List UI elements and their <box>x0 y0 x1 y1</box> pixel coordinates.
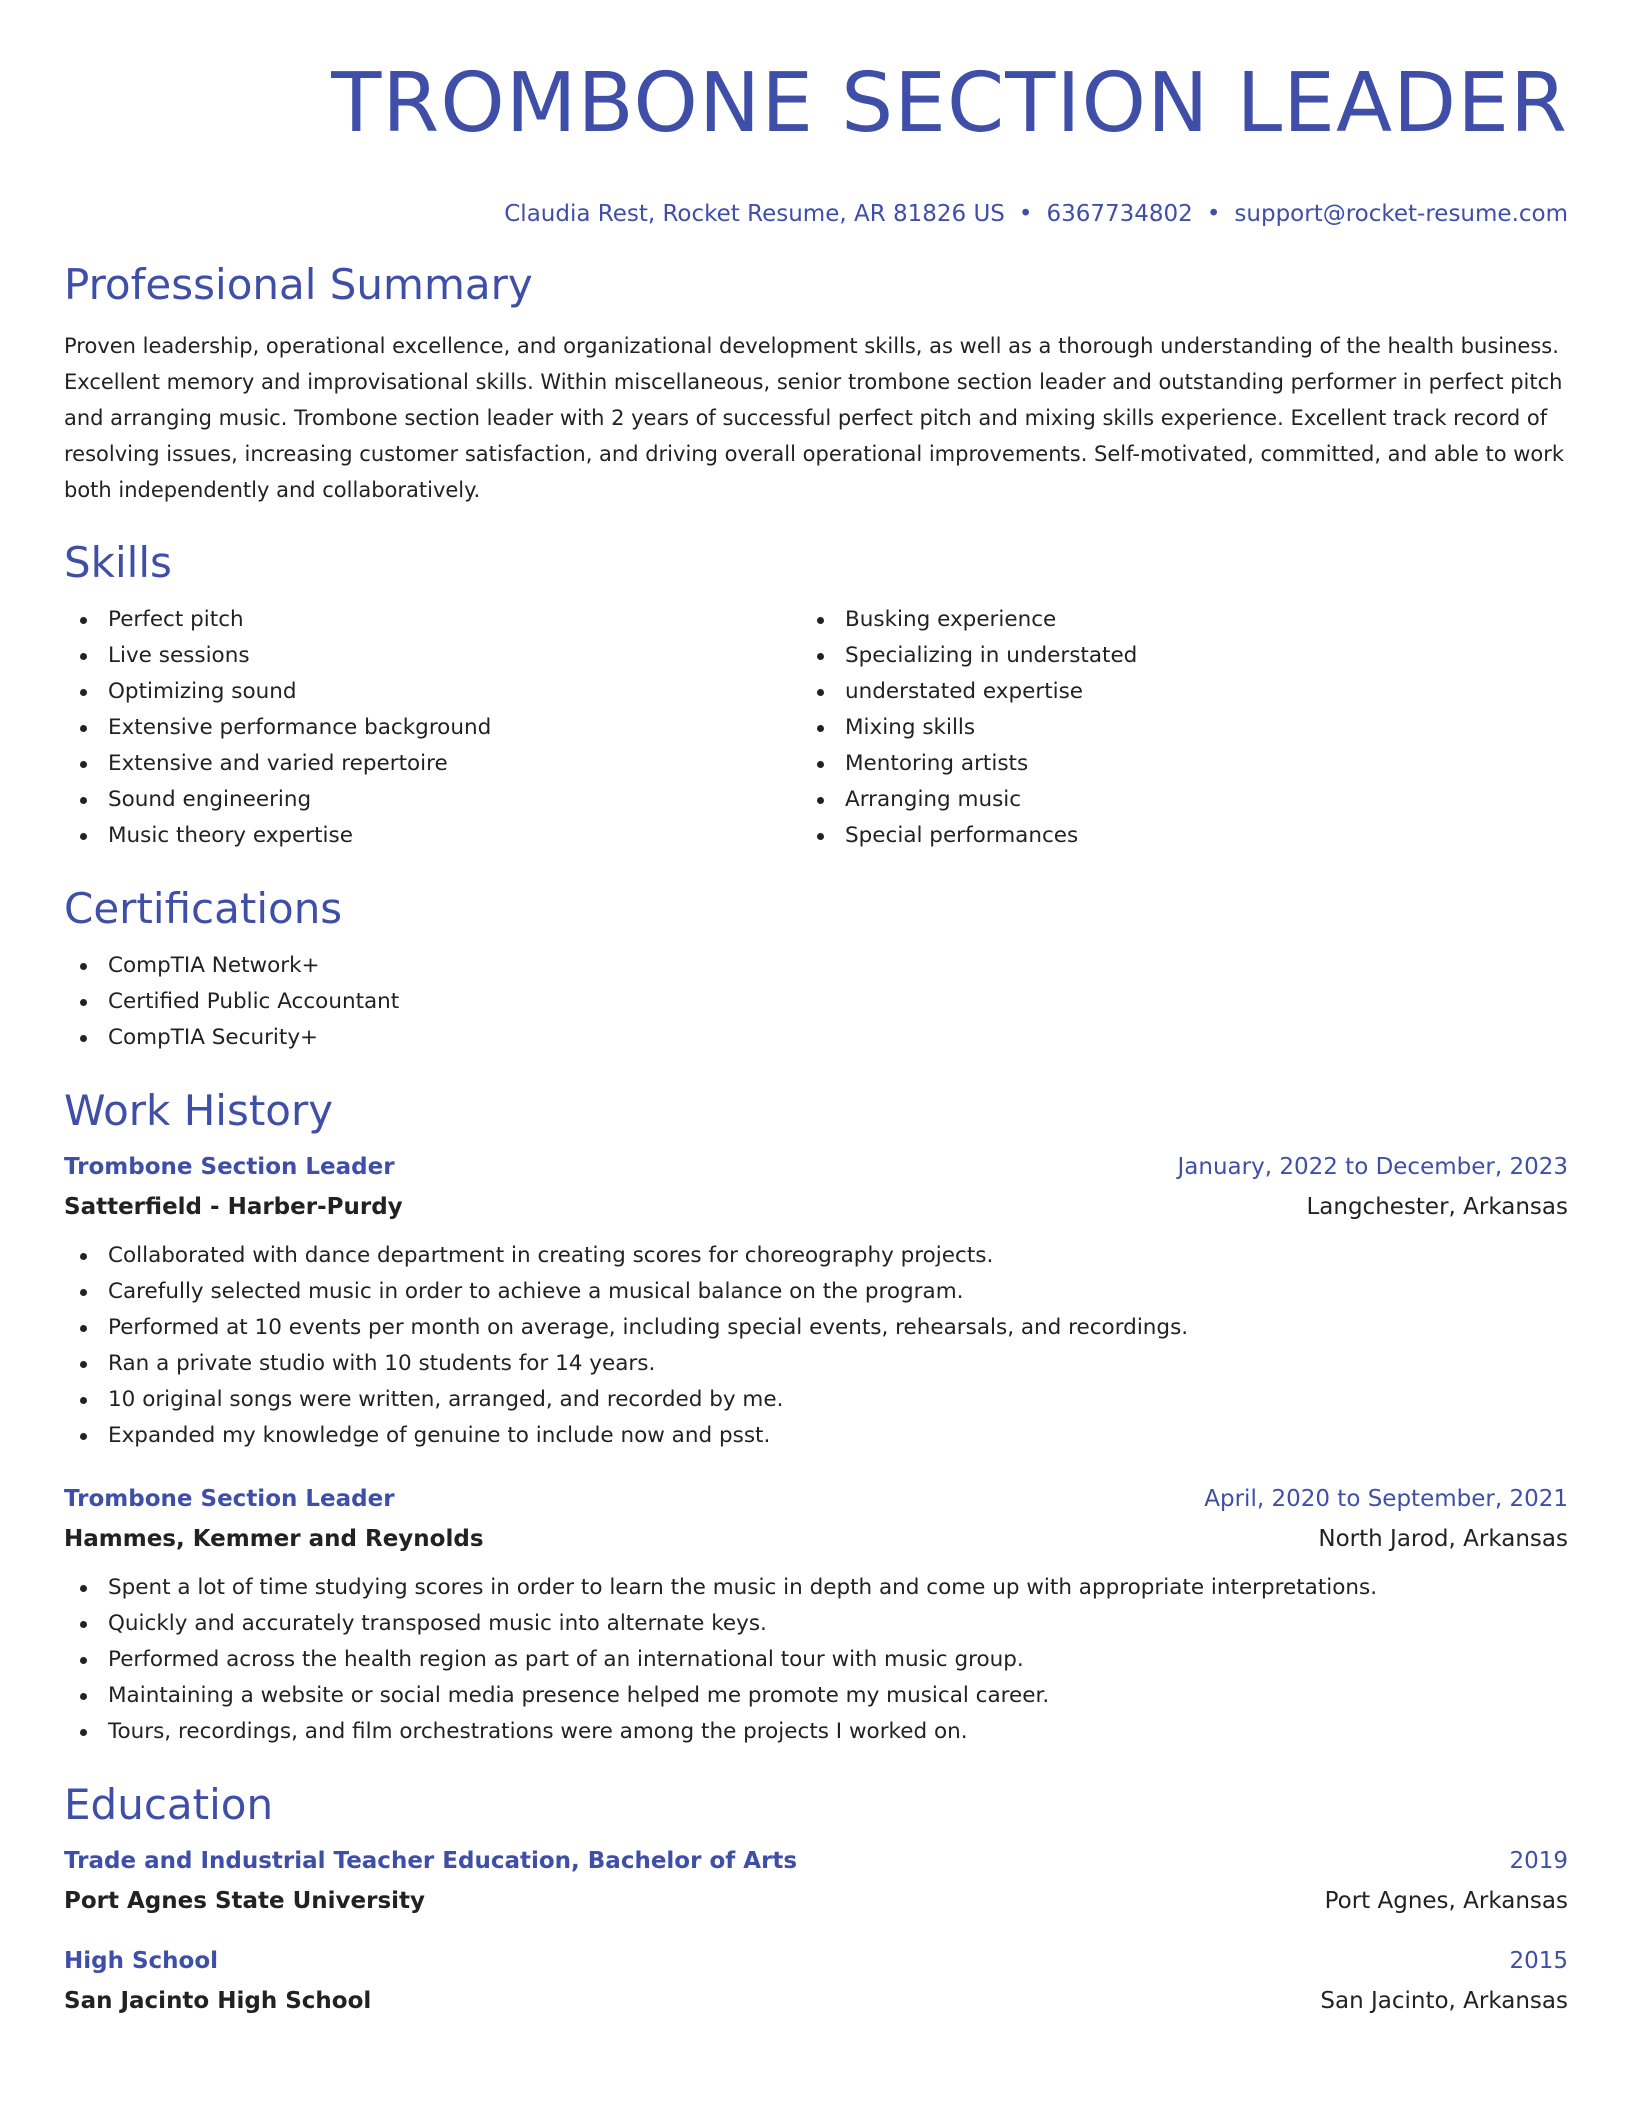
job-bullet: Expanded my knowledge of genuine to include now and psst. <box>64 1418 1568 1454</box>
job-bullet: Quickly and accurately transposed music into alternate keys. <box>64 1606 1568 1642</box>
skill-item: Perfect pitch <box>64 602 801 638</box>
skill-item: Specializing in understated <box>801 638 1538 674</box>
certification-item: CompTIA Security+ <box>64 1020 1568 1056</box>
skill-item: Live sessions <box>64 638 801 674</box>
job-bullets <box>64 1570 1568 1750</box>
education-school: Port Agnes State University <box>64 1888 426 1914</box>
job-header-row <box>64 1150 1568 1184</box>
skill-item: Busking experience <box>801 602 1538 638</box>
education-header-row <box>64 1944 1568 1978</box>
skill-item: Extensive and varied repertoire <box>64 746 801 782</box>
skills-section <box>64 538 1568 854</box>
job-company: Satterfield - Harber-Purdy <box>64 1194 403 1220</box>
job-company: Hammes, Kemmer and Reynolds <box>64 1526 484 1552</box>
education-year: 2019 <box>1509 1848 1568 1874</box>
job-entry <box>64 1482 1568 1750</box>
education-section <box>64 1780 1568 2018</box>
section-title-education: Education <box>64 1780 274 1829</box>
skill-item: understated expertise <box>801 674 1538 710</box>
job-bullet: Ran a private studio with 10 students for 14 years. <box>64 1346 1568 1382</box>
contact-separator: • <box>1206 201 1221 227</box>
job-bullet: Collaborated with dance department in creating scores for choreography projects. <box>64 1238 1568 1274</box>
contact-phone[interactable]: 6367734802 <box>1046 201 1193 227</box>
skills-list-left <box>64 602 801 854</box>
work-history-section <box>64 1086 1568 1750</box>
contact-separator: • <box>1018 201 1033 227</box>
education-location: San Jacinto, Arkansas <box>1320 1988 1568 2014</box>
education-school: San Jacinto High School <box>64 1988 372 2014</box>
certifications-list <box>64 948 1568 1056</box>
skill-item: Optimizing sound <box>64 674 801 710</box>
job-bullet: 10 original songs were written, arranged, and recorded by me. <box>64 1382 1568 1418</box>
job-dates: January, 2022 to December, 2023 <box>1177 1154 1568 1180</box>
skill-item: Sound engineering <box>64 782 801 818</box>
education-degree: Trade and Industrial Teacher Education, Bachelor of Arts <box>64 1848 798 1874</box>
job-entry <box>64 1150 1568 1454</box>
job-bullet: Carefully selected music in order to achieve a musical balance on the program. <box>64 1274 1568 1310</box>
education-school-row <box>64 1978 1568 2018</box>
skill-item: Mentoring artists <box>801 746 1538 782</box>
contact-line <box>64 200 1568 228</box>
resume-header <box>64 56 1568 228</box>
job-bullet: Spent a lot of time studying scores in order to learn the music in depth and come up with appropriate interpretations. <box>64 1570 1568 1606</box>
section-title-summary: Professional Summary <box>64 260 533 309</box>
job-dates: April, 2020 to September, 2021 <box>1204 1486 1568 1512</box>
education-year: 2015 <box>1509 1948 1568 1974</box>
job-bullet: Maintaining a website or social media presence helped me promote my musical career. <box>64 1678 1568 1714</box>
section-title-work-history: Work History <box>64 1086 334 1135</box>
contact-email[interactable]: support@rocket-resume.com <box>1234 201 1568 227</box>
section-title-skills: Skills <box>64 538 172 587</box>
certifications-section <box>64 884 1568 1056</box>
education-degree: High School <box>64 1948 219 1974</box>
skill-item: Music theory expertise <box>64 818 801 854</box>
job-location: North Jarod, Arkansas <box>1318 1526 1568 1552</box>
skill-item: Extensive performance background <box>64 710 801 746</box>
education-header-row <box>64 1844 1568 1878</box>
contact-address: Claudia Rest, Rocket Resume, AR 81826 US <box>504 201 1005 227</box>
education-entry <box>64 1944 1568 2018</box>
job-title: TROMBONE SECTION LEADER <box>331 56 1568 151</box>
certification-item: CompTIA Network+ <box>64 948 1568 984</box>
job-header-row <box>64 1482 1568 1516</box>
skill-item: Special performances <box>801 818 1538 854</box>
skills-list-right <box>801 602 1538 854</box>
job-role: Trombone Section Leader <box>64 1486 395 1512</box>
job-bullet: Performed across the health region as part of an international tour with music group. <box>64 1642 1568 1678</box>
job-location: Langchester, Arkansas <box>1306 1194 1568 1220</box>
education-entry <box>64 1844 1568 1918</box>
summary-section <box>64 260 1568 508</box>
skills-grid <box>64 602 1568 854</box>
job-bullet: Performed at 10 events per month on average, including special events, rehearsals, and recordings. <box>64 1310 1568 1346</box>
job-company-row <box>64 1184 1568 1224</box>
skill-item: Mixing skills <box>801 710 1538 746</box>
summary-text: Proven leadership, operational excellence, and organizational development skills, as well as a thorough understanding of the health business. Excellent memory and improvisational skills. Within miscellaneous, senior trombone section leader and outstanding performer in perfect pitch and arranging music. Trombone section leader with 2 years of successful perfect pitch and mixing skills experience. Excellent track record of resolving issues, increasing customer satisfaction, and driving overall operational improvements. Self-motivated, committed, and able to work both independently and collaboratively. <box>64 334 1565 502</box>
job-bullets <box>64 1238 1568 1454</box>
job-company-row <box>64 1516 1568 1556</box>
job-role: Trombone Section Leader <box>64 1154 395 1180</box>
job-bullet: Tours, recordings, and film orchestrations were among the projects I worked on. <box>64 1714 1568 1750</box>
certification-item: Certified Public Accountant <box>64 984 1568 1020</box>
section-title-certifications: Certifications <box>64 884 343 933</box>
education-location: Port Agnes, Arkansas <box>1324 1888 1568 1914</box>
skill-item: Arranging music <box>801 782 1538 818</box>
education-school-row <box>64 1878 1568 1918</box>
